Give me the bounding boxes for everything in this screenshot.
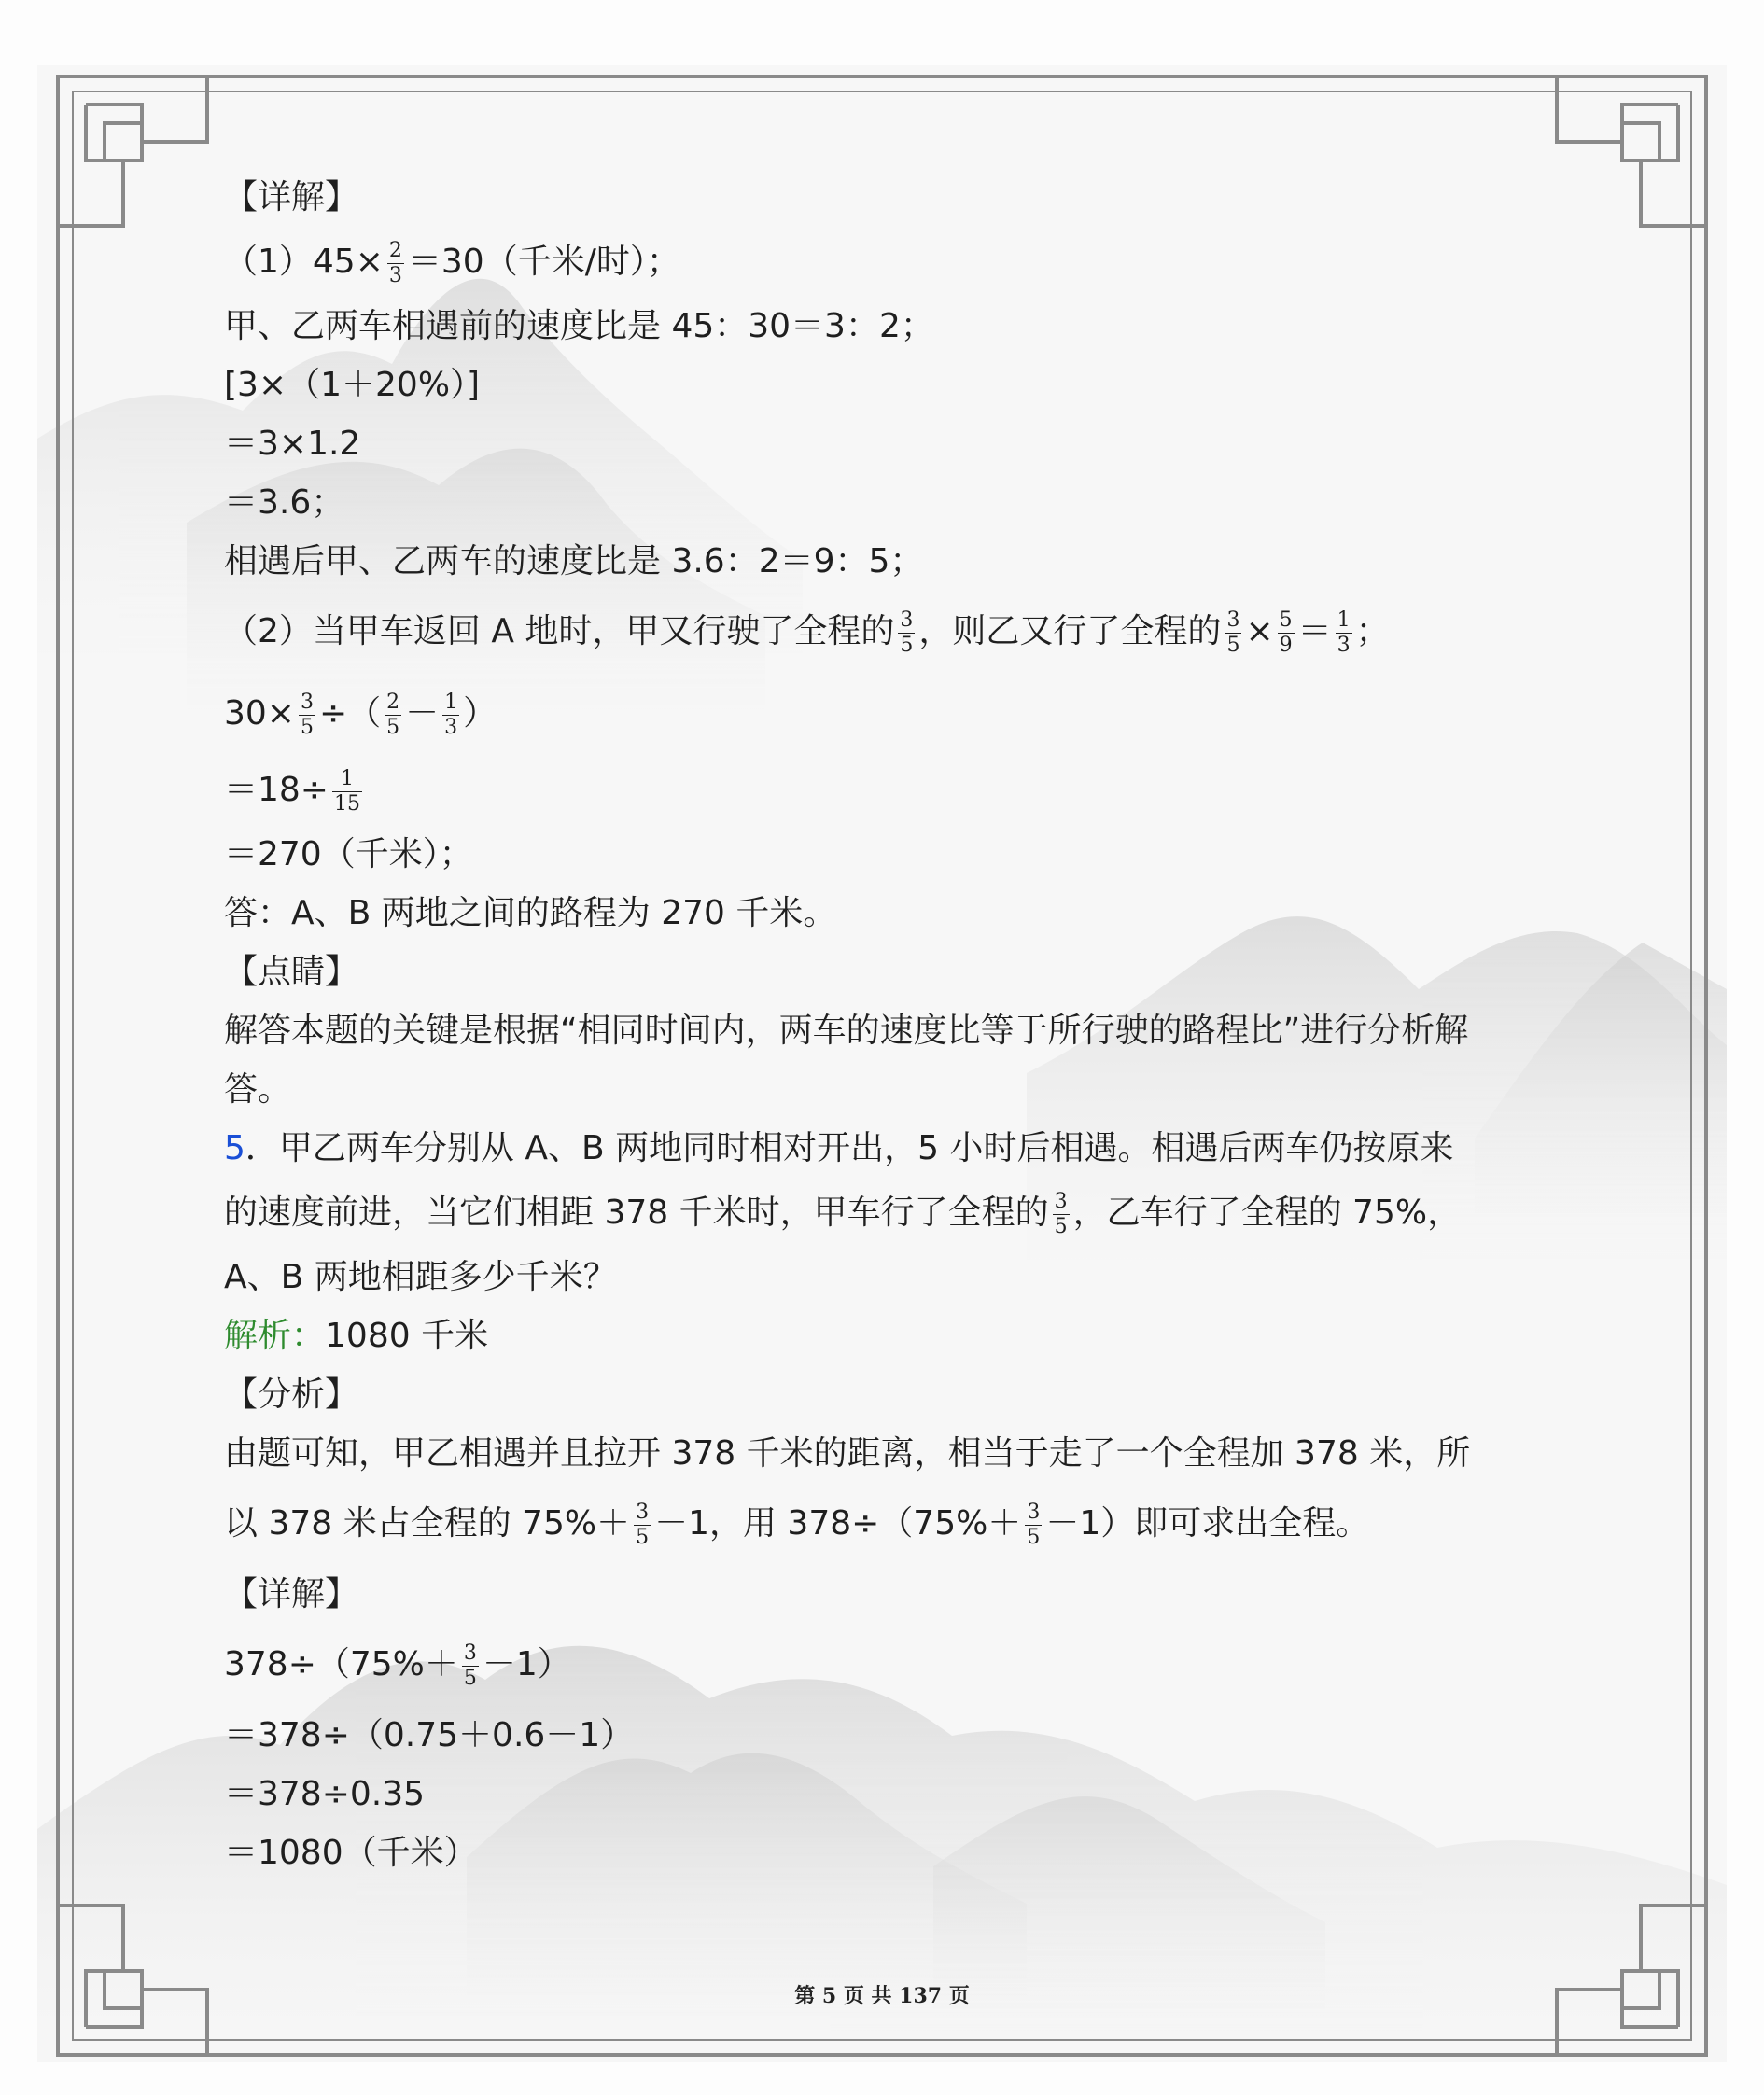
fraction: $\frac{3}{5}$: [463, 1641, 477, 1690]
document-body: [224, 168, 1549, 1882]
solution-line-9: ＝18÷ $\frac{1}{15}$: [224, 766, 360, 816]
answer-line: 答：A、B 两地之间的路程为 270 千米。: [224, 894, 837, 932]
fraction: $\frac{1}{3}$: [444, 690, 458, 739]
detail-line-4: ＝1080（千米）: [224, 1834, 478, 1872]
analysis-line-2: 以 378 米占全程的 75%＋ $\frac{3}{5}$ －1，用 378÷（75%＋ $\frac{3}{5}$ －1）即可求出全程。: [224, 1500, 1370, 1549]
solution-line-8: 30× $\frac{3}{5}$ ÷（ $\frac{2}{5}$ － $\frac{1}{3}$ ）: [224, 690, 497, 739]
fraction: $\frac{3}{5}$: [1054, 1189, 1068, 1238]
solution-line-10: ＝270（千米）；: [224, 835, 473, 873]
detail-line-2: ＝378÷（0.75＋0.6－1）: [224, 1716, 635, 1754]
solution-line-6: 相遇后甲、乙两车的速度比是 3.6：2＝9：5；: [224, 542, 924, 580]
fraction: $\frac{3}{5}$: [900, 608, 914, 657]
fraction: $\frac{3}{5}$: [636, 1500, 650, 1549]
solution-line-4: ＝3×1.2: [224, 425, 361, 463]
analysis-line-1: 由题可知，甲乙相遇并且拉开 378 千米的距离，相当于走了一个全程加 378 米，所: [224, 1434, 1471, 1473]
fraction: $\frac{5}{9}$: [1279, 608, 1293, 657]
point-text: 解答本题的关键是根据“相同时间内，两车的速度比等于所行驶的路程比”进行分析解答。: [224, 1012, 1469, 1109]
answer-label: 解析：: [224, 1317, 326, 1355]
fraction: $\frac{2}{5}$: [386, 690, 400, 739]
question-5-line-2: 的速度前进，当它们相距 378 千米时，甲车行了全程的 $\frac{3}{5}$ ，乙车行了全程的 75%，: [224, 1189, 1462, 1238]
page-footer: 第 5 页 共 137 页: [794, 1984, 970, 2008]
section-heading-analysis: 【分析】: [224, 1376, 359, 1414]
section-heading-point: 【点睛】: [224, 953, 359, 991]
solution-line-5: ＝3.6；: [224, 483, 345, 522]
answer-value: 1080 千米: [325, 1317, 489, 1355]
fraction: $\frac{2}{3}$: [388, 238, 402, 287]
section-heading-detail-2: 【详解】: [224, 1575, 359, 1613]
solution-line-7: （2）当甲车返回 A 地时，甲又行驶了全程的 $\frac{3}{5}$ ，则乙又行了全程的 $\frac{3}{5}$ × $\frac{5}{9}$ ＝ $\frac{1}{3}$ ；: [224, 608, 1390, 657]
answer-summary: [224, 1306, 1549, 1365]
fraction: $\frac{3}{5}$: [1027, 1500, 1041, 1549]
solution-line-1: （1）45× $\frac{2}{3}$ ＝30（千米/时）；: [224, 238, 680, 287]
question-5-line-3: A、B 两地相距多少千米？: [224, 1258, 617, 1296]
section-heading-detail: 【详解】: [224, 178, 359, 216]
fraction: $\frac{3}{5}$: [1226, 608, 1240, 657]
solution-line-2: 甲、乙两车相遇前的速度比是 45：30＝3：2；: [224, 307, 934, 345]
solution-line-3: [3×（1＋20%）]: [224, 366, 481, 404]
detail-line-3: ＝378÷0.35: [224, 1775, 426, 1813]
fraction: $\frac{3}{5}$: [300, 690, 314, 739]
question-5-line-1: 5．甲乙两车分别从 A、B 两地同时相对开出，5 小时后相遇。相遇后两车仍按原来: [224, 1129, 1454, 1167]
question-number: 5: [224, 1129, 245, 1167]
fraction: $\frac{1}{3}$: [1337, 608, 1351, 657]
fraction: $\frac{1}{15}$: [333, 766, 360, 816]
detail-line-1: 378÷（75%＋ $\frac{3}{5}$ －1）: [224, 1641, 571, 1690]
